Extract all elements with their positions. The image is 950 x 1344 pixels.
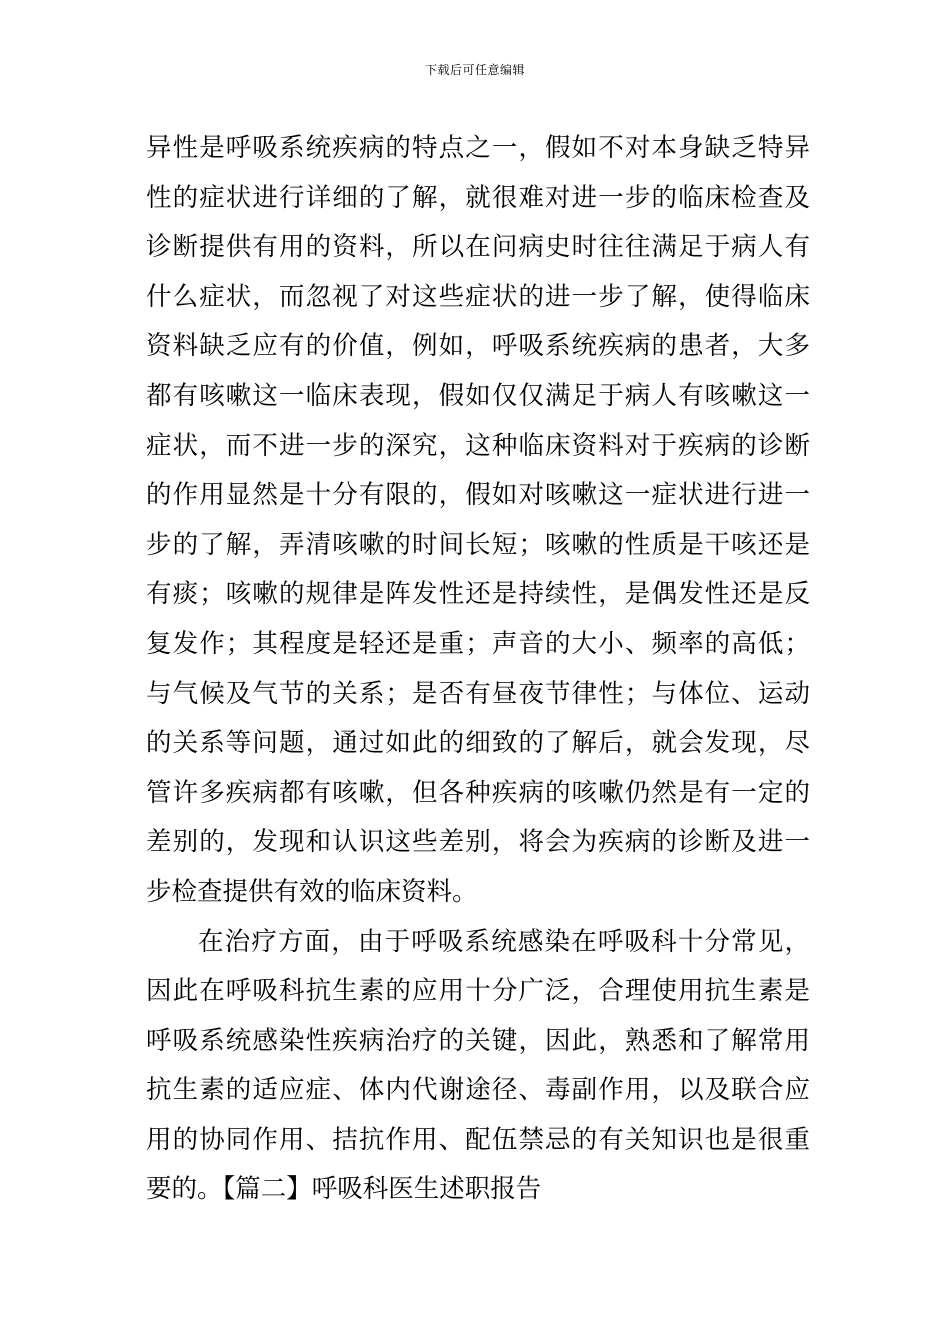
text-line: 差别的，发现和认识这些差别，将会为疾病的诊断及进一 [146,827,810,858]
text-line: 抗生素的适应症、体内代谢途径、毒副作用，以及联合应 [146,1075,810,1106]
text-line: 管许多疾病都有咳嗽，但各种疾病的咳嗽仍然是有一定的 [146,777,810,808]
header-note: 下载后可任意编辑 [424,63,525,77]
text-line: 什么症状，而忽视了对这些症状的进一步了解，使得临床 [146,281,810,312]
text-line: 症状，而不进一步的深究，这种临床资料对于疾病的诊断 [146,430,810,461]
text-line: 因此在呼吸科抗生素的应用十分广泛，合理使用抗生素是 [146,976,810,1007]
paragraph-2 [146,918,810,1216]
text-line: 用的协同作用、拮抗作用、配伍禁忌的有关知识也是很重 [146,1124,810,1155]
text-line: 有痰；咳嗽的规律是阵发性还是持续性，是偶发性还是反 [146,579,810,610]
text-line: 资料缺乏应有的价值，例如，呼吸系统疾病的患者，大多 [146,331,810,362]
text-line: 在治疗方面，由于呼吸系统感染在呼吸科十分常见， [198,926,810,957]
text-line: 性的症状进行详细的了解，就很难对进一步的临床检查及 [146,182,810,213]
text-line: 诊断提供有用的资料，所以在问病史时往往满足于病人有 [146,232,810,263]
text-line: 呼吸系统感染性疾病治疗的关键，因此，熟悉和了解常用 [146,1025,810,1056]
text-line: 的作用显然是十分有限的，假如对咳嗽这一症状进行进一 [146,480,810,511]
paragraph-1 [146,124,810,918]
text-line: 的关系等问题，通过如此的细致的了解后，就会发现，尽 [146,728,810,759]
body-text [146,124,810,1215]
text-line: 要的。【篇二】呼吸科医生述职报告 [146,1174,542,1205]
text-line: 复发作；其程度是轻还是重；声音的大小、频率的高低； [146,628,810,659]
text-line: 都有咳嗽这一临床表现，假如仅仅满足于病人有咳嗽这一 [146,380,810,411]
text-line: 异性是呼吸系统疾病的特点之一，假如不对本身缺乏特异 [146,133,810,163]
text-line: 与气候及气节的关系；是否有昼夜节律性；与体位、运动 [146,678,810,709]
text-line: 步的了解，弄清咳嗽的时间长短；咳嗽的性质是干咳还是 [146,529,810,560]
text-line: 步检查提供有效的临床资料。 [146,876,478,907]
